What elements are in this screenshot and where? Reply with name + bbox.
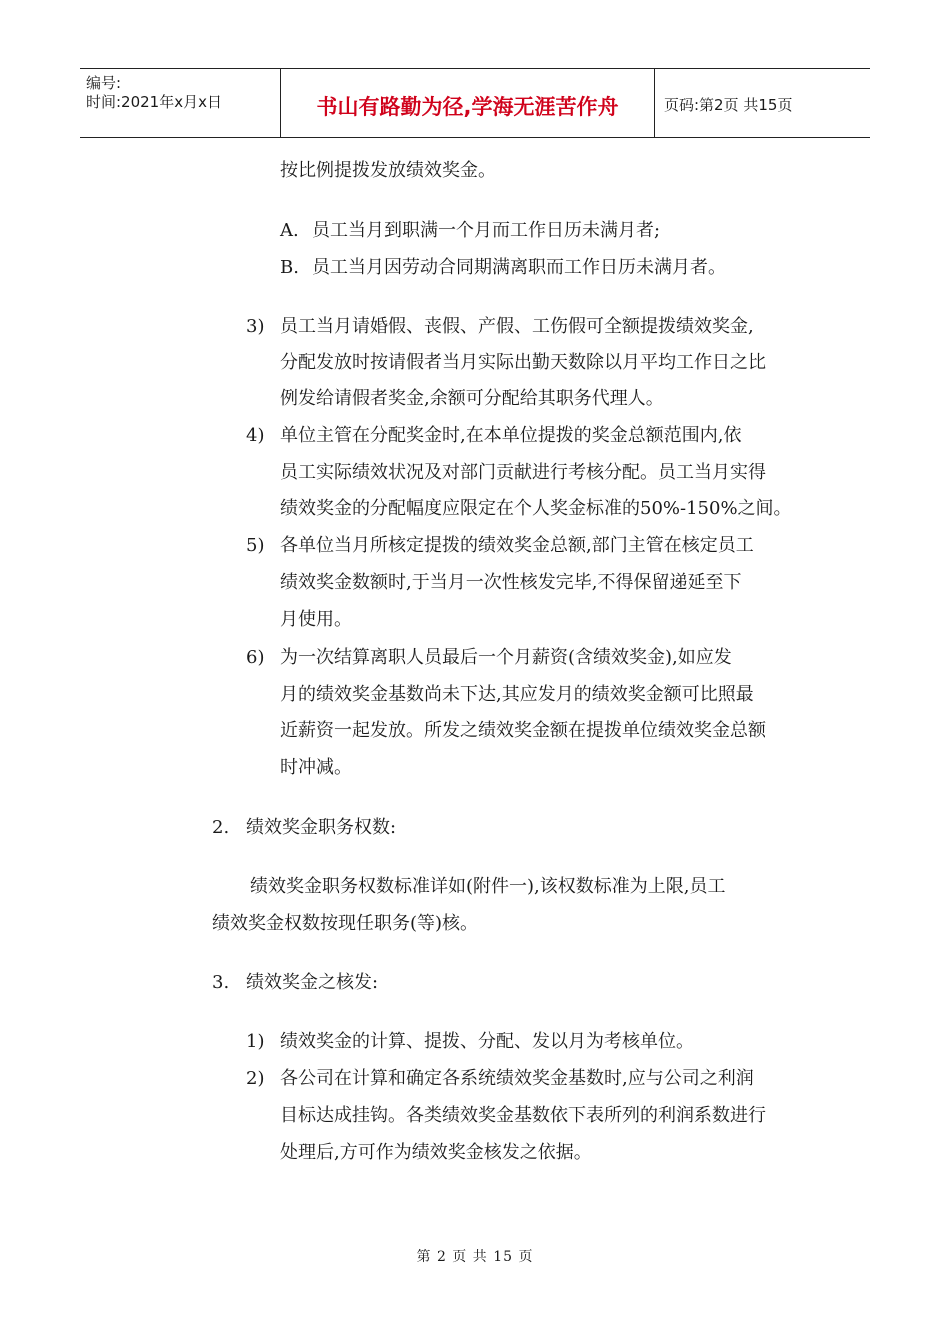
section3-title: 绩效奖金之核发: xyxy=(246,972,379,993)
section3-number: 3. xyxy=(212,972,230,993)
item4-line: 员工实际绩效状况及对部门贡献进行考核分配。员工当月实得 xyxy=(280,462,766,483)
document-number-label: 编号: xyxy=(86,74,122,92)
sub-b-text: 员工当月因劳动合同期满离职而工作日历未满月者。 xyxy=(312,257,726,278)
s3-item2-line: 目标达成挂钩。各类绩效奖金基数依下表所列的利润系数进行 xyxy=(280,1105,766,1126)
item4-number: 4) xyxy=(246,425,265,446)
item5-line: 月使用。 xyxy=(280,609,352,630)
page-header xyxy=(80,68,870,138)
item5-line: 绩效奖金数额时,于当月一次性核发完毕,不得保留递延至下 xyxy=(280,572,742,593)
item4-line: 绩效奖金的分配幅度应限定在个人奖金标准的50%-150%之间。 xyxy=(280,498,792,519)
header-motto: 书山有路勤为径,学海无涯苦作舟 xyxy=(316,95,619,119)
intro-line: 按比例提拨发放绩效奖金。 xyxy=(280,160,496,181)
item4-line: 单位主管在分配奖金时,在本单位提拨的奖金总额范围内,依 xyxy=(280,425,742,446)
item5-number: 5) xyxy=(246,535,265,556)
section2-paragraph: 绩效奖金职务权数标准详如(附件一),该权数标准为上限,员工 xyxy=(250,876,726,897)
sub-b-marker: B. xyxy=(280,257,299,278)
item6-line: 为一次结算离职人员最后一个月薪资(含绩效奖金),如应发 xyxy=(280,647,732,668)
section2-title: 绩效奖金职务权数: xyxy=(246,817,397,838)
sub-a-text: 员工当月到职满一个月而工作日历未满月者; xyxy=(312,220,661,241)
header-meta xyxy=(80,69,280,137)
s3-item2-number: 2) xyxy=(246,1068,265,1089)
section2-paragraph: 绩效奖金权数按现任职务(等)核。 xyxy=(212,913,479,934)
s3-item1-number: 1) xyxy=(246,1031,265,1052)
item5-line: 各单位当月所核定提拨的绩效奖金总额,部门主管在核定员工 xyxy=(280,535,754,556)
header-motto-cell xyxy=(280,69,655,137)
item6-line: 月的绩效奖金基数尚未下达,其应发月的绩效奖金额可比照最 xyxy=(280,684,754,705)
item6-line: 近薪资一起发放。所发之绩效奖金额在提拨单位绩效奖金总额 xyxy=(280,720,766,741)
header-page-cell xyxy=(654,69,870,137)
document-date: 时间:2021年x月x日 xyxy=(86,93,222,111)
item6-line: 时冲减。 xyxy=(280,757,352,778)
page-footer: 第 2 页 共 15 页 xyxy=(416,1249,534,1265)
section2-number: 2. xyxy=(212,817,230,838)
item6-number: 6) xyxy=(246,647,265,668)
s3-item2-line: 处理后,方可作为绩效奖金核发之依据。 xyxy=(280,1142,592,1163)
item3-line: 分配发放时按请假者当月实际出勤天数除以月平均工作日之比 xyxy=(280,352,766,373)
s3-item2-line: 各公司在计算和确定各系统绩效奖金基数时,应与公司之利润 xyxy=(280,1068,754,1089)
item3-line: 员工当月请婚假、丧假、产假、工伤假可全额提拨绩效奖金, xyxy=(280,316,754,337)
sub-a-marker: A. xyxy=(280,220,299,241)
item3-line: 例发给请假者奖金,余额可分配给其职务代理人。 xyxy=(280,388,664,409)
s3-item1-line: 绩效奖金的计算、提拨、分配、发以月为考核单位。 xyxy=(280,1031,694,1052)
header-page-info: 页码:第2页 共15页 xyxy=(664,96,793,114)
item3-number: 3) xyxy=(246,316,265,337)
